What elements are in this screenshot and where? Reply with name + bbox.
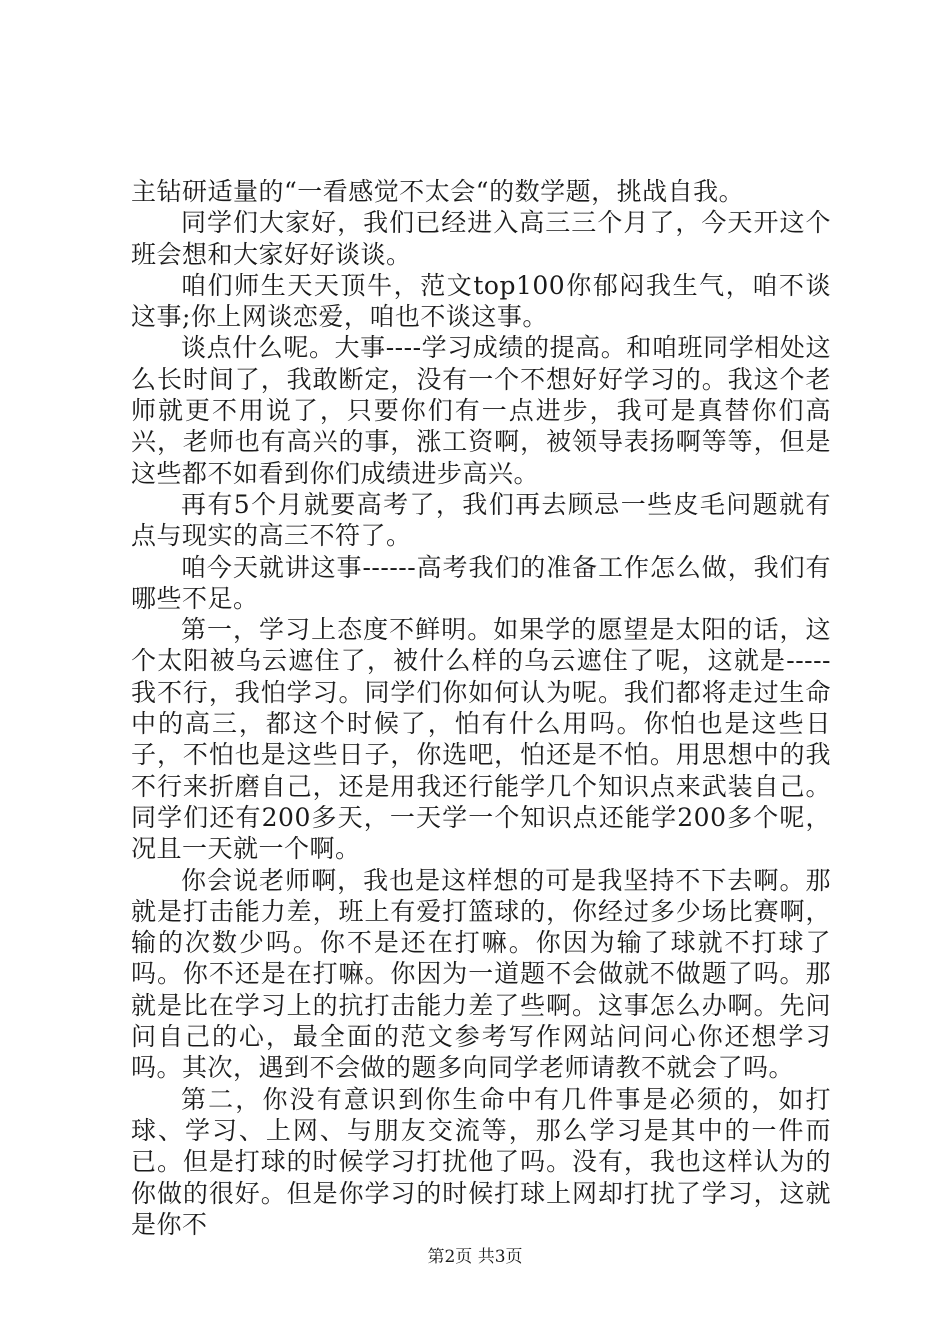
paragraph: 咱们师生天天顶牛，范文top100你郁闷我生气，咱不谈这事;你上网谈恋爱，咱也不谈这事。 [131,270,831,332]
paragraph: 谈点什么呢。大事----学习成绩的提高。和咱班同学相处这么长时间了，我敢断定，没有一个不想好好学习的。我这个老师就更不用说了，只要你们有一点进步，我可是真替你们高兴，老师也有高兴的事，涨工资啊，被领导表扬啊等等，但是这些都不如看到你们成绩进步高兴。 [131,333,831,488]
paragraph: 主钻研适量的“一看感觉不太会“的数学题，挑战自我。 [131,177,745,206]
paragraph: 同学们大家好，我们已经进入高三三个月了，今天开这个班会想和大家好好谈谈。 [131,208,831,269]
paragraph: 再有5个月就要高考了，我们再去顾忌一些皮毛问题就有点与现实的高三不符了。 [131,489,831,551]
page-number-footer: 第2页 共3页 [427,1247,523,1267]
paragraph: 你会说老师啊，我也是这样想的可是我坚持不下去啊。那就是打击能力差，班上有爱打篮球的，你经过多少场比赛啊，输的次数少吗。你不是还在打嘛。你因为输了球就不打球了吗。你不还是在打嘛。你因为一道题不会做就不做题了吗。那就是比在学习上的抗打击能力差了些啊。这事怎么办啊。先问问自己的心，最全面的范文参考写作网站问问心你还想学习吗。其次，遇到不会做的题多向同学老师请教不就会了吗。 [131,865,831,1083]
paragraph: 第一，学习上态度不鲜明。如果学的愿望是太阳的话，这个太阳被乌云遮住了，被什么样的乌云遮住了呢，这就是-----我不行，我怕学习。同学们你如何认为呢。我们都将走过生命中的高三，都这个时候了，怕有什么用吗。你怕也是这些日子，不怕也是这些日子，你选吧，怕还是不怕。用思想中的我不行来折磨自己，还是用我还行能学几个知识点来武装自己。同学们还有200多天，一天学一个知识点还能学200多个呢，况且一天就一个啊。 [131,615,831,864]
paragraph: 第二，你没有意识到你生命中有几件事是必须的，如打球、学习、上网、与朋友交流等，那么学习是其中的一件而已。但是打球的时候学习打扰他了吗。没有，我也这样认为的你做的很好。但是你学习的时候打球上网却打扰了学习，这就是你不 [131,1084,831,1239]
document-body [131,176,831,1240]
paragraph: 咱今天就讲这事------高考我们的准备工作怎么做，我们有哪些不足。 [131,552,831,613]
